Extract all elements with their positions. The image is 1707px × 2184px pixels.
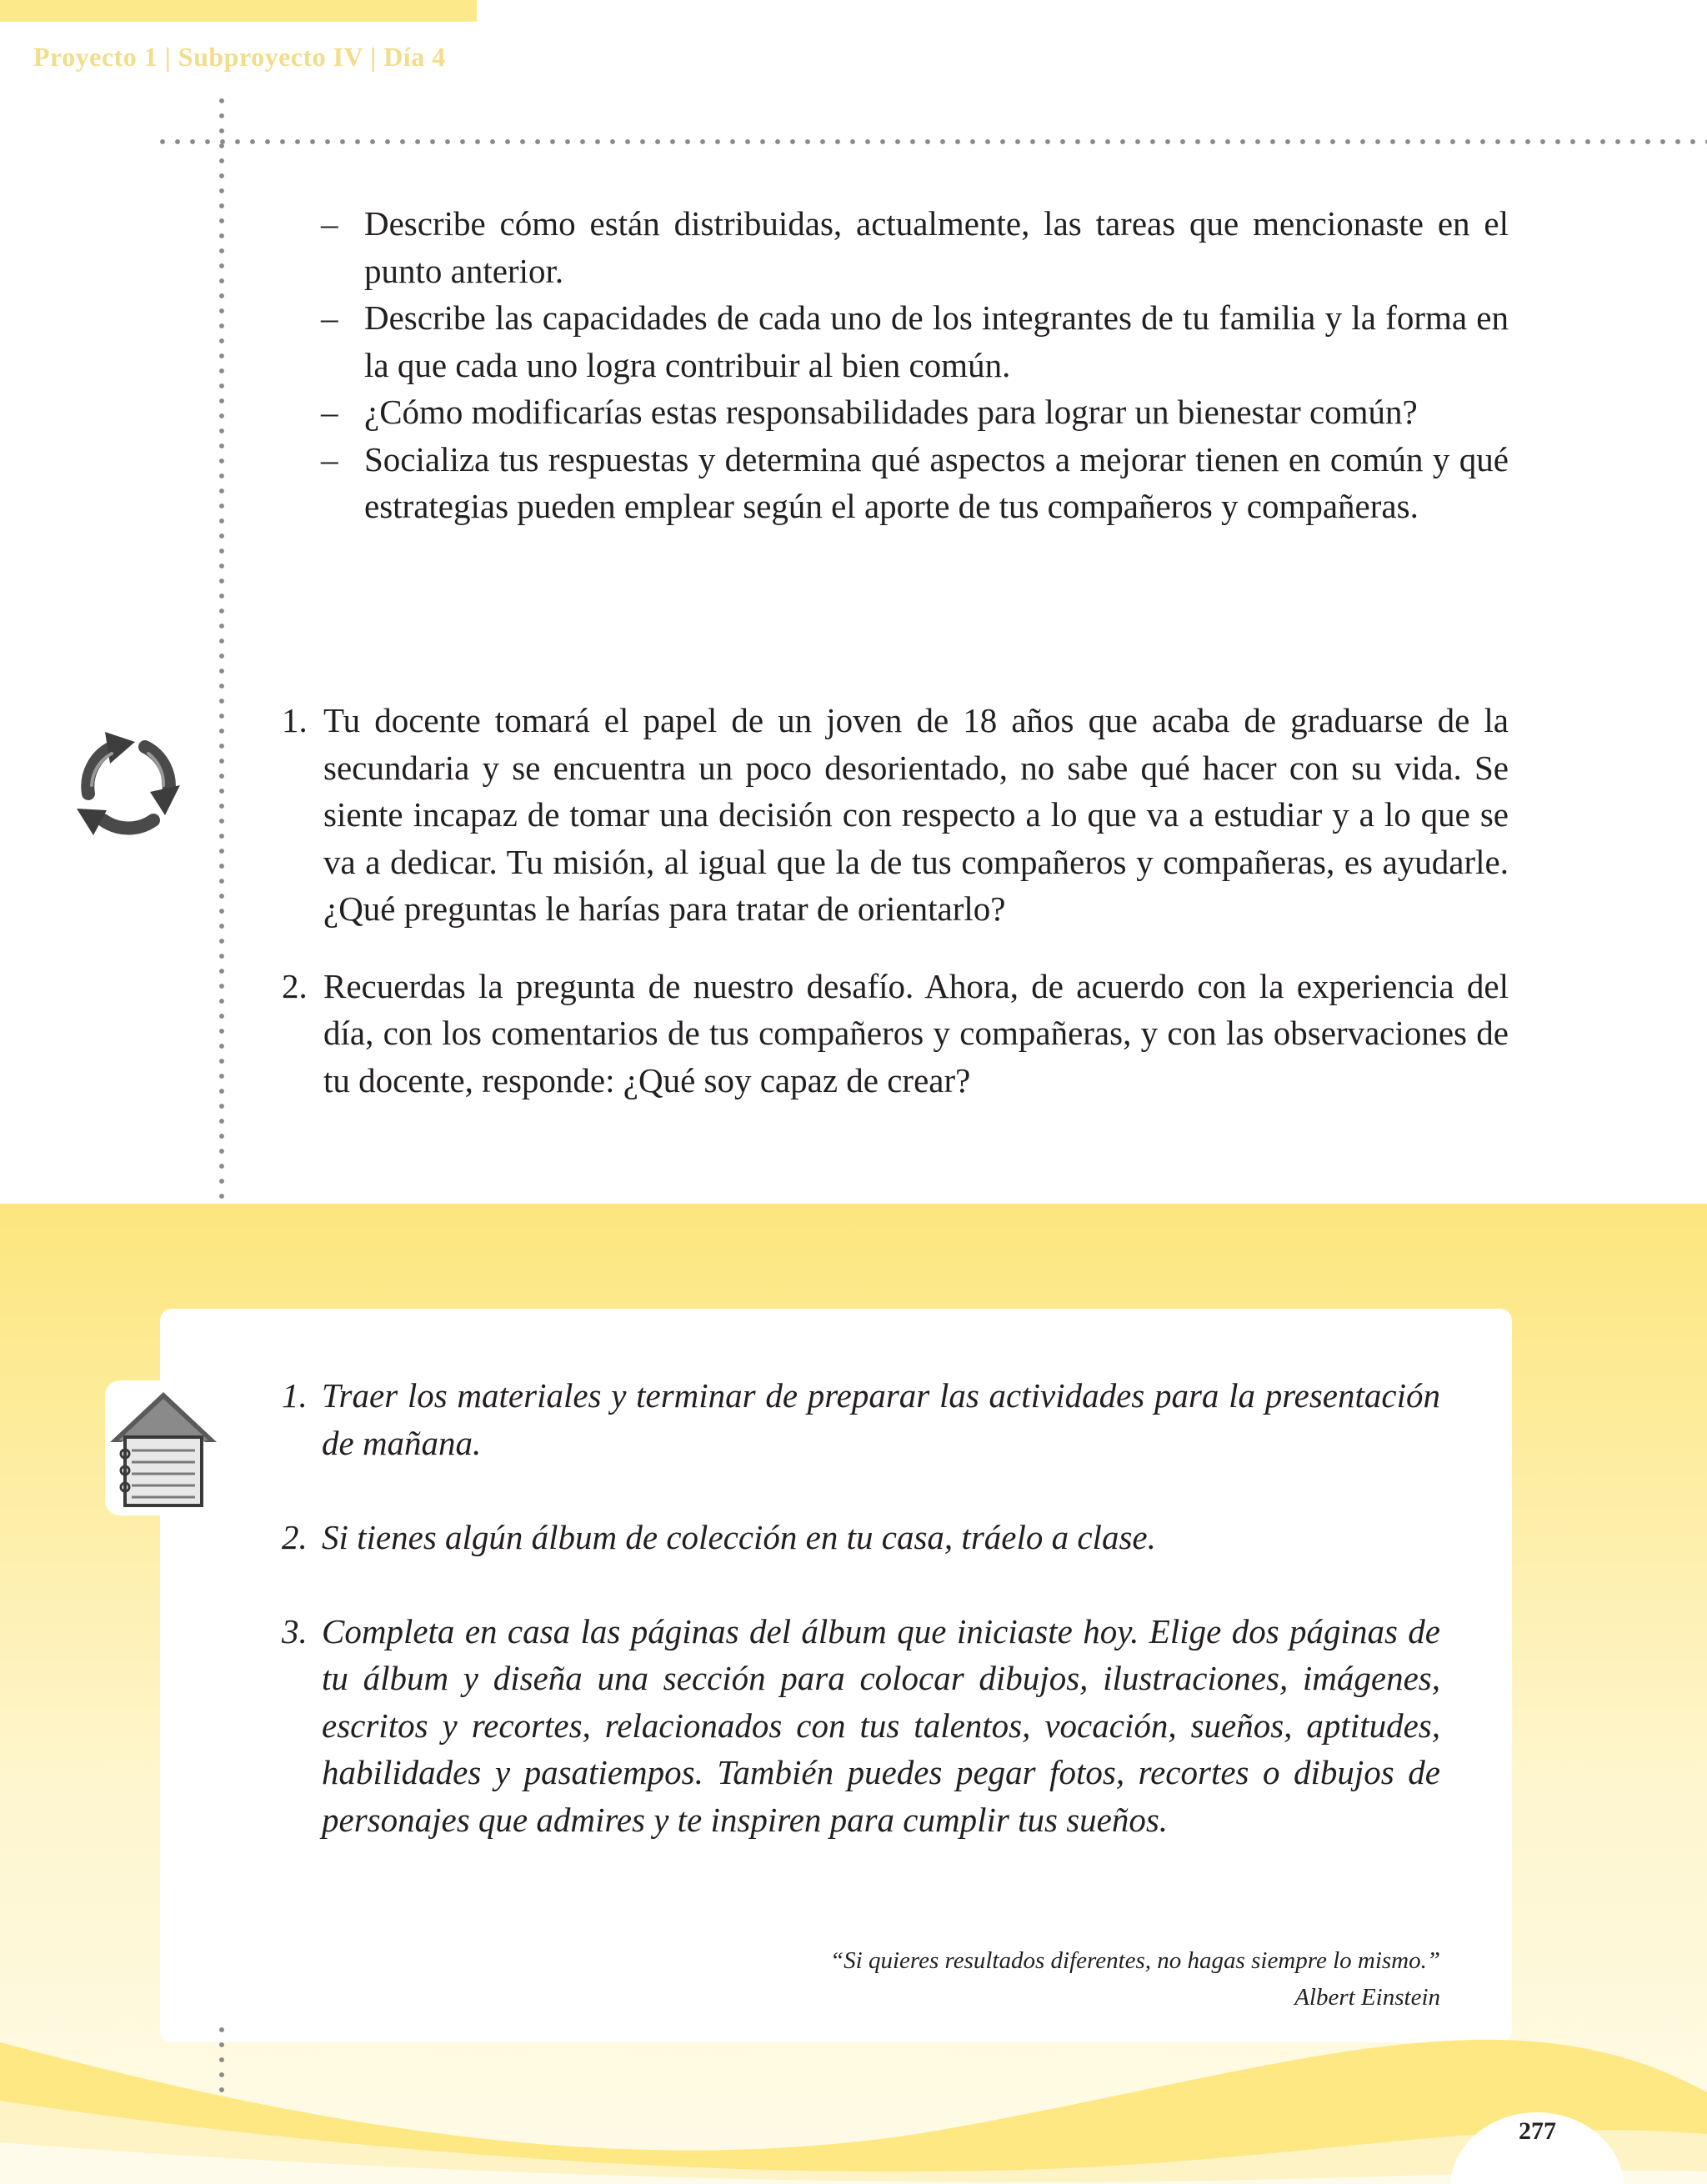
homework-item: 3. Completa en casa las páginas del álbum que iniciaste hoy. Elige dos páginas de tu álbum y diseña una sección para colocar dibujos, ilustraciones, imágenes, escritos y recortes, relacionados con tus talentos, vocación, sueños, aptitudes, habilidades y pasatiempos. También puedes pegar fotos, recortes o dibujos de personajes que admires y te inspiren para cumplir tus sueños. <box>282 1611 1440 1839</box>
activity-list <box>282 697 1509 1104</box>
page-header: Proyecto 1 | Subproyecto IV | Día 4 <box>33 42 446 72</box>
homework-item: 2. Si tienes algún álbum de colección en tu casa, tráelo a clase. <box>282 1517 1156 1556</box>
homework-list <box>282 1372 1440 1843</box>
page-number: 277 <box>1519 2117 1556 2145</box>
bullet-item: – Describe cómo están distribuidas, actualmente, las tareas que mencionaste en el punto anterior. <box>321 204 1509 290</box>
activity-item: 1. Tu docente tomará el papel de un joven de 18 años que acaba de graduarse de la secundaria y se encuentra un poco desorientado, no sabe qué hacer con su vida. Se siente incapaz de tomar una decisión con respecto a lo que va a estudiar y a lo que se va a dedicar. Tu misión, al igual que la de tus compañeros y compañeras, es ayudarle. ¿Qué preguntas le harías para tratar de orientarlo? <box>282 701 1509 928</box>
quote-author: Albert Einstein <box>1294 1984 1440 2011</box>
quote-block <box>607 1942 1440 2016</box>
bullet-item: – Describe las capacidades de cada uno de los integrantes de tu familia y la forma en la que cada uno logra contribuir al bien común. <box>321 298 1509 384</box>
bullet-item: – ¿Cómo modificarías estas responsabilidades para lograr un bienestar común? <box>321 393 1418 431</box>
recycle-arrows-icon <box>55 717 202 850</box>
homework-item: 1. Traer los materiales y terminar de preparar las actividades para la presentación de mañana. <box>282 1376 1440 1462</box>
top-accent-bar <box>0 0 477 22</box>
dotted-divider-vertical <box>218 93 225 1199</box>
quote-text: “Si quieres resultados diferentes, no hagas siempre lo mismo.” <box>830 1947 1440 1974</box>
house-notebook-icon <box>107 1387 220 1510</box>
dotted-divider-horizontal <box>155 138 1707 145</box>
bullet-item: – Socializa tus respuestas y determina qué aspectos a mejorar tienen en común y qué estrategias pueden emplear según el aporte de tus compañeros y compañeras. <box>321 439 1509 525</box>
reflection-bullets <box>321 200 1509 530</box>
activity-item: 2. Recuerdas la pregunta de nuestro desafío. Ahora, de acuerdo con la experiencia del día, con los comentarios de tus compañeros y compañeras, y con las observaciones de tu docente, responde: ¿Qué soy capaz de crear? <box>282 966 1509 1100</box>
bottom-wave-decoration <box>0 2009 1707 2184</box>
